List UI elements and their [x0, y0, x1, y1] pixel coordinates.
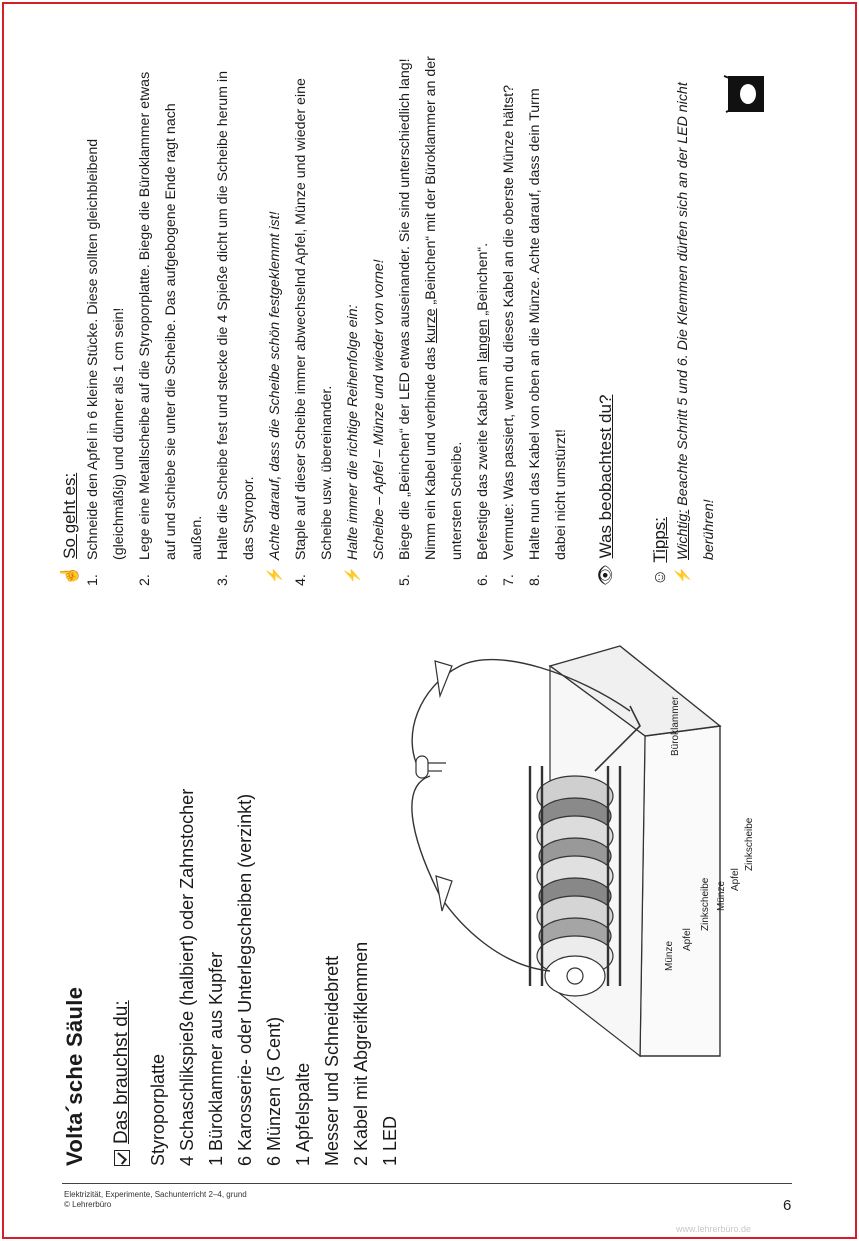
mascot-icon [720, 66, 770, 116]
page-number: 6 [783, 1197, 792, 1214]
step-emphasis: langen [475, 319, 491, 363]
step-emphasis: kurze [423, 308, 439, 344]
footer-line-2: © Lehrerbüro [64, 1200, 112, 1209]
note-text: Scheibe – Apfel – Münze und wieder von vorne! [371, 259, 387, 560]
smiley-icon: ☺ [650, 568, 669, 586]
step-text: Halte die Scheibe fest und stecke die 4 Spieße dicht um die Scheibe herum in das Styropor. [215, 71, 257, 560]
materials-heading [111, 1000, 133, 1166]
step-number: 6. [475, 574, 491, 586]
footer-credits [64, 1190, 247, 1210]
note-1 [262, 56, 288, 586]
step-2 [132, 56, 210, 586]
material-item: 1 Büroklammer aus Kupfer [206, 951, 226, 1166]
observe-heading [596, 56, 616, 586]
eye-icon: 👁 [596, 564, 615, 586]
voltaic-pile-illustration [380, 606, 780, 1166]
alligator-clip [436, 876, 452, 911]
tips-text: Beachte Schritt 5 und 6. Die Klemmen dürfen sich an der LED nicht berühren! [675, 82, 717, 560]
disc-stack [537, 776, 613, 996]
led [416, 756, 446, 778]
step-text: Lege eine Metallscheibe auf die Styroporplatte. Biege die Büroklammer etwas auf und schiebe sie unter die Scheibe. Das aufgebogene Ende ragt nach außen. [137, 71, 205, 560]
observe-heading-label: Was beobachtest du? [596, 394, 615, 559]
material-item: 1 LED [380, 1115, 400, 1166]
tips-heading-label: Tipps: [650, 516, 669, 563]
step-text: „Beinchen“. [475, 242, 491, 320]
step-text: Staple auf dieser Scheibe immer abwechselnd Apfel, Münze und wieder eine Scheibe usw. übereinander. [293, 78, 335, 560]
watermark: www.lehrerbüro.de [676, 1224, 752, 1234]
material-item: Messer und Schneidebrett [322, 955, 342, 1166]
footer-line-1: Elektrizität, Experimente, Sachunterricht 2–4, grund [64, 1190, 247, 1199]
alligator-clip [435, 661, 452, 696]
step-number: 2. [137, 574, 153, 586]
instructions-heading [60, 56, 80, 586]
illustration-label: Münze [664, 940, 675, 971]
step-text: Befestige das zweite Kabel am [475, 362, 491, 560]
note-2 [340, 56, 392, 586]
step-6 [470, 56, 496, 586]
illustration-label: Zinkscheibe [700, 877, 711, 931]
step-text: Vermute: Was passiert, wenn du dieses Kabel an die oberste Münze hältst? [501, 84, 517, 560]
step-number: 7. [501, 574, 517, 586]
illustration-label: Apfel [682, 928, 693, 951]
steps-list [80, 56, 574, 586]
step-number: 4. [293, 574, 309, 586]
tips-label: Wichtig: [675, 509, 691, 560]
footer-rule [62, 1183, 792, 1184]
step-text: Schneide den Apfel in 6 kleine Stücke. Diese sollten gleichbleibend (gleichmäßig) und dünner als 1 cm sein! [85, 138, 127, 560]
material-item: 4 Schaschlikspieße (halbiert) oder Zahnstocher [177, 788, 197, 1166]
instructions-heading-label: So geht es: [60, 472, 79, 559]
tips-note [670, 56, 722, 586]
paperclip-label: Büroklammer [670, 696, 681, 756]
step-3 [210, 56, 262, 586]
note-text: Halte immer die richtige Reihenfolge ein: [345, 304, 361, 560]
lightning-icon: ⚡ [267, 566, 283, 584]
step-7 [496, 56, 522, 586]
step-number: 1. [85, 574, 101, 586]
step-text: Biege die „Beinchen“ der LED etwas auseinander. Sie sind unterschiedlich lang! Nimm ein Kabel und verbinde das [397, 58, 439, 560]
step-8 [522, 56, 574, 586]
step-number: 8. [527, 574, 543, 586]
material-item: 6 Münzen (5 Cent) [264, 1016, 284, 1166]
step-4 [288, 56, 340, 586]
material-item: 6 Karosserie- oder Unterlegscheiben (verzinkt) [235, 793, 255, 1166]
material-item: 1 Apfelspalte [293, 1062, 313, 1166]
checkbox-icon [114, 1150, 130, 1166]
instructions-column [60, 56, 722, 586]
step-text: Halte nun das Kabel von oben an die Münze. Achte darauf, dass dein Turm dabei nicht umstürzt! [527, 88, 569, 560]
note-text: Achte darauf, dass die Scheibe schön festgeklemmt ist! [267, 211, 283, 560]
step-number: 5. [397, 574, 413, 586]
materials-list [144, 789, 405, 1166]
step-1 [80, 56, 132, 586]
worksheet-content [60, 56, 780, 1166]
tips-heading [650, 56, 670, 586]
step-text: „Beinchen“ mit der Büroklammer an der untersten Scheibe. [423, 56, 465, 560]
worksheet-title: Volta´sche Säule [62, 986, 87, 1166]
lightning-icon: ⚡ [675, 566, 691, 584]
material-item: 2 Kabel mit Abgreifklemmen [351, 941, 371, 1166]
illustration-label: Zinkscheibe [744, 817, 755, 871]
lightning-icon: ⚡ [345, 566, 361, 584]
illustration-label: Münze [716, 880, 727, 911]
step-number: 3. [215, 574, 231, 586]
hand-icon: ☝ [60, 564, 79, 586]
illustration-label: Apfel [730, 868, 741, 891]
materials-heading-label: Das brauchst du: [111, 1000, 132, 1144]
material-item: Styroporplatte [148, 1053, 168, 1166]
step-5 [392, 56, 470, 586]
